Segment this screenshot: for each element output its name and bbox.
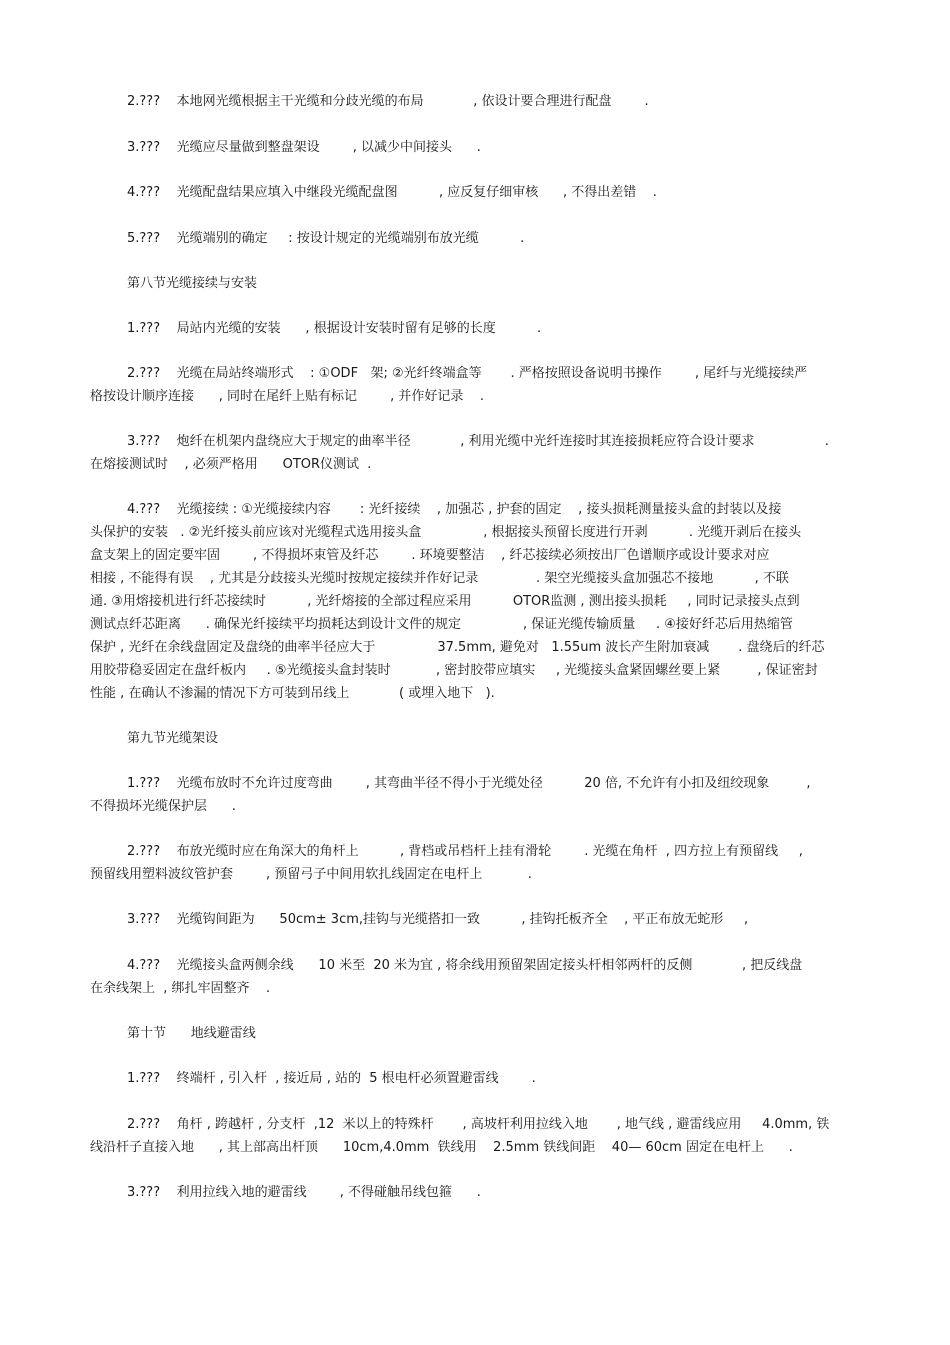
s10-item-2-line-1: 2.??? 角杆 , 跨越杆 , 分支杆 ,12 米以上的特殊杆 , 高坡杆利用拉线入地 , 地气线 , 避雷线应用 4.0mm, 铁	[127, 1117, 830, 1132]
s8-item-4-line-8: 用胶带稳妥固定在盘纤板内 . ⑤光缆接头盒封装时 , 密封胶带应填实 , 光缆接头盒紧固螺丝要上紧 , 保证密封	[90, 663, 818, 678]
s8-item-4-line-6: 测试点纤芯距离 . 确保光纤接续平均损耗达到设计文件的规定 , 保证光缆传输质量 . ④接好纤芯后用热缩管	[90, 617, 793, 632]
s10-item-3: 3.??? 利用拉线入地的避雷线 , 不得碰触吊线包箍 .	[127, 1185, 481, 1200]
s8-item-4-line-1: 4.??? 光缆接续 : ①光缆接续内容 : 光纤接续 , 加强芯 , 护套的固定 , 接头损耗测量接头盒的封装以及接	[127, 502, 782, 517]
s8-item-4-line-7: 保护 , 光纤在余线盘固定及盘绕的曲率半径应大于 37.5mm, 避免对 1.55um 波长产生附加衰减 . 盘绕后的纤芯	[90, 640, 825, 655]
section-heading-9: 第九节光缆架设	[127, 731, 219, 746]
s8-item-4-line-4: 相接 , 不能得有误 , 尤其是分歧接头光缆时按规定接续并作好记录 . 架空光缆接头盒加强芯不接地 , 不联	[90, 571, 789, 586]
s8-item-3-line-1: 3.??? 炮纤在机架内盘绕应大于规定的曲率半径 , 利用光缆中光纤连接时其连接损耗应符合设计要求 .	[127, 434, 829, 449]
s8-item-3-line-2: 在熔接测试时 , 必须严格用 OTOR仪测试 .	[90, 457, 372, 472]
s10-item-1: 1.??? 终端杆 , 引入杆 , 接近局 , 站的 5 根电杆必须置避雷线 .	[127, 1071, 536, 1086]
s9-item-3: 3.??? 光缆钩间距为 50cm± 3cm,挂钩与光缆搭扣一致 , 挂钩托板齐全 , 平正布放无蛇形 ,	[127, 912, 749, 927]
s9-item-4-line-1: 4.??? 光缆接头盒两侧余线 10 米至 20 米为宜 , 将余线用预留架固定接头杆相邻两杆的反侧 , 把反线盘	[127, 958, 803, 973]
s8-item-4-line-9: 性能 , 在确认不渗漏的情况下方可装到吊线上 ( 或埋入地下 ).	[90, 686, 495, 701]
s9-item-2-line-1: 2.??? 布放光缆时应在角深大的角杆上 , 背档或吊档杆上挂有滑轮 . 光缆在角杆 , 四方拉上有预留线 ,	[127, 844, 803, 859]
s8-item-4-line-5: 通. ③用熔接机进行纤芯接续时 , 光纤熔接的全部过程应采用 OTOR监测 , 测出接头损耗 , 同时记录接头点到	[90, 594, 800, 609]
s8-item-4-line-2: 头保护的安装 . ②光纤接头前应该对光缆程式选用接头盒 , 根据接头预留长度进行开剥 . 光缆开剥后在接头	[90, 525, 802, 540]
s8-item-1: 1.??? 局站内光缆的安装 , 根据设计安装时留有足够的长度 .	[127, 321, 542, 336]
item-4-reel-plan: 4.??? 光缆配盘结果应填入中继段光缆配盘图 , 应反复仔细审核 , 不得出差错 .	[127, 185, 657, 200]
s8-item-2-line-1: 2.??? 光缆在局站终端形式 : ①ODF 架; ②光纤终端盒等 . 严格按照设备说明书操作 , 尾纤与光缆接续严	[127, 366, 808, 381]
s9-item-1-line-2: 不得损坏光缆保护层 .	[90, 799, 236, 814]
s8-item-2-line-2: 格按设计顺序连接 , 同时在尾纤上贴有标记 , 并作好记录 .	[90, 389, 485, 404]
section-heading-8: 第八节光缆接续与安装	[127, 276, 258, 291]
section-heading-10: 第十节 地线避雷线	[127, 1026, 256, 1041]
item-2-cable-layout: 2.??? 本地网光缆根据主干光缆和分歧光缆的布局 , 依设计要合理进行配盘 .	[127, 94, 649, 109]
item-5-cable-ends: 5.??? 光缆端别的确定 : 按设计规定的光缆端别布放光缆 .	[127, 231, 525, 246]
s8-item-4-line-3: 盒支架上的固定要牢固 , 不得损坏束管及纤芯 . 环境要整洁 , 纤芯接续必须按出厂色谱顺序或设计要求对应	[90, 548, 770, 563]
s9-item-4-line-2: 在余线架上 , 绑扎牢固整齐 .	[90, 981, 271, 996]
s9-item-1-line-1: 1.??? 光缆布放时不允许过度弯曲 , 其弯曲半径不得小于光缆处径 20 倍, 不允许有小扣及纽绞现象 ,	[127, 776, 811, 791]
item-3-full-reel: 3.??? 光缆应尽量做到整盘架设 , 以减少中间接头 .	[127, 140, 481, 155]
s9-item-2-line-2: 预留线用塑料波纹管护套 , 预留弓子中间用软扎线固定在电杆上 .	[90, 867, 532, 882]
s10-item-2-line-2: 线沿杆子直接入地 , 其上部高出杆顶 10cm,4.0mm 铁线用 2.5mm 铁线间距 40— 60cm 固定在电杆上 .	[90, 1140, 793, 1155]
